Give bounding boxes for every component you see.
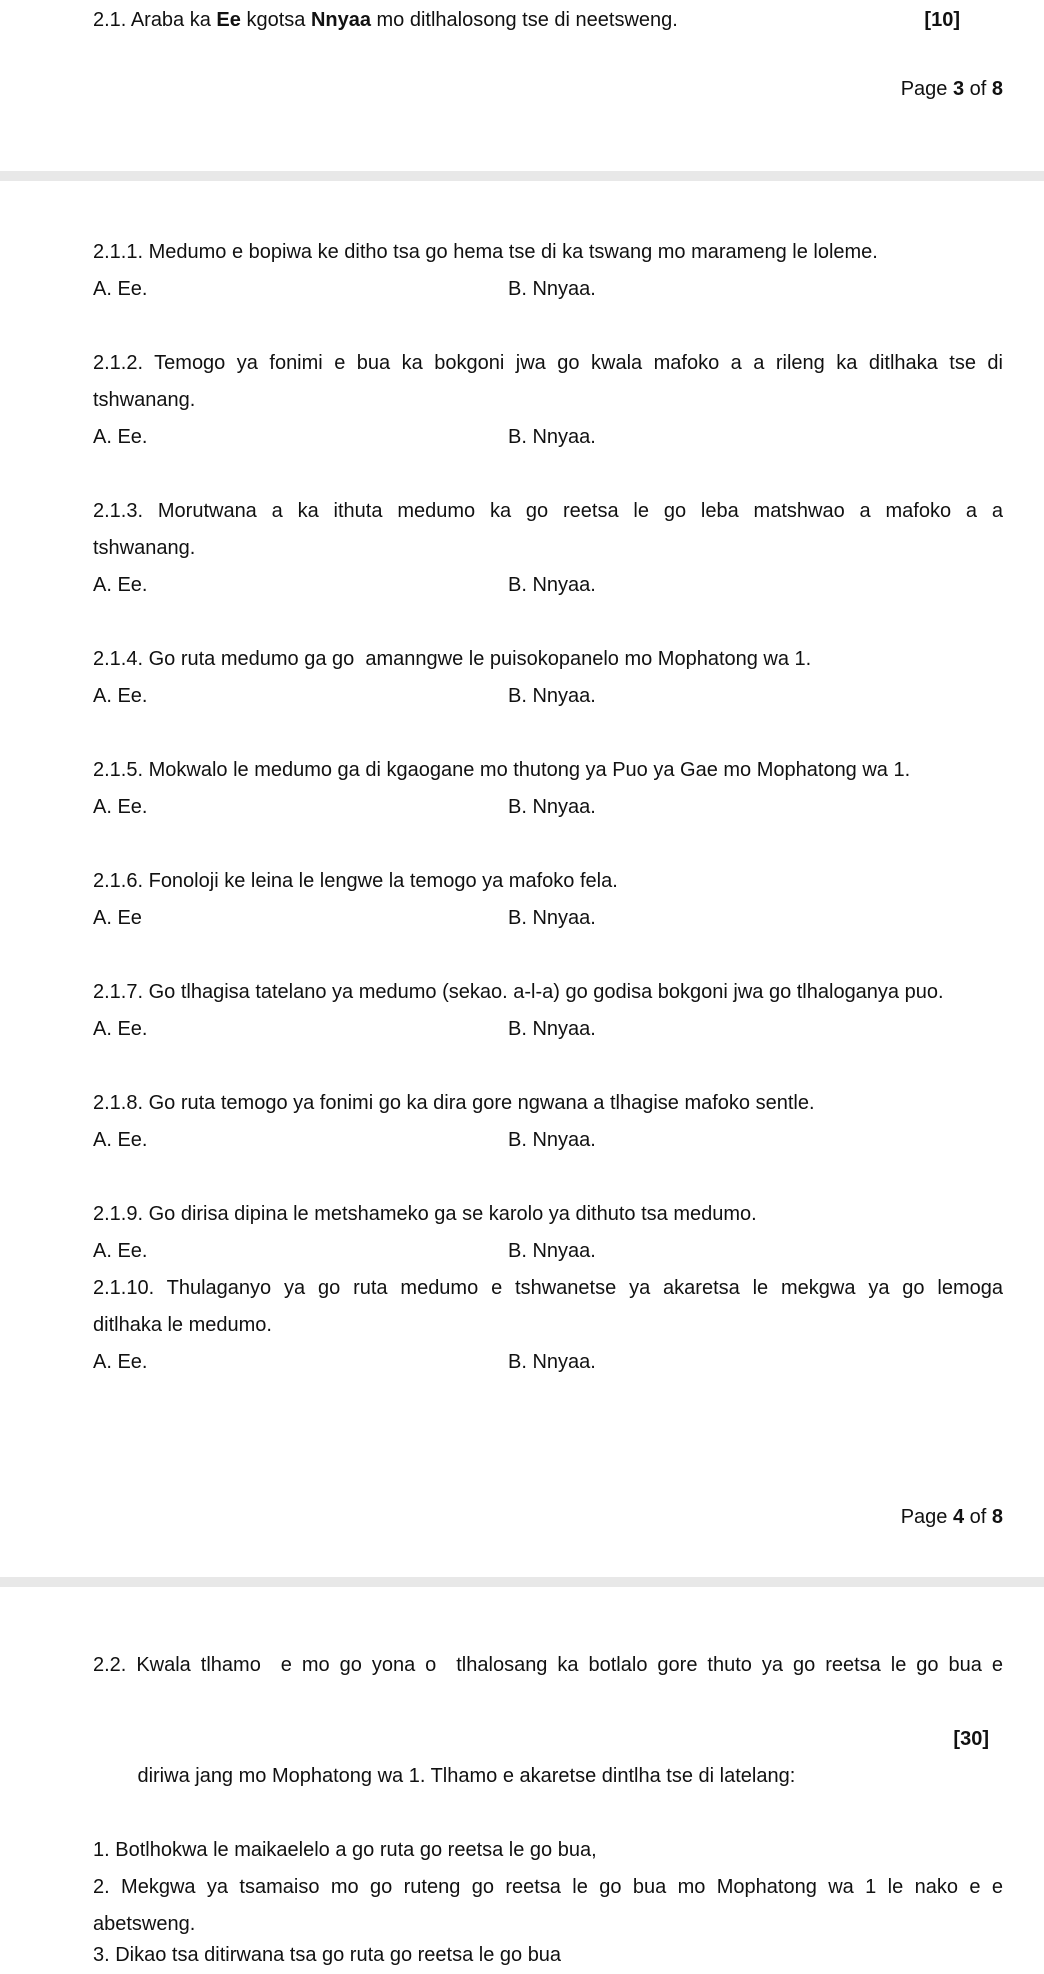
page-separator: [0, 171, 1044, 181]
answer-options-row: [93, 789, 1003, 826]
bold-text-segment: 8: [991, 1506, 1003, 1528]
option-a-label: A. Ee: [93, 907, 142, 929]
option-a-label: A. Ee.: [93, 1018, 148, 1040]
option-a-label: A. Ee.: [93, 796, 148, 818]
answer-options-row: [93, 900, 1003, 937]
question-text-line: 2.1.10. Thulaganyo ya go ruta medumo e tshwanetse ya akaretsa le mekgwa ya go lemoga: [93, 1277, 1003, 1299]
option-b-label: B. Nnyaa.: [508, 1018, 596, 1040]
essay-intro-line-2-text: diriwa jang mo Mophatong wa 1. Tlhamo e akaretse dintlha tse di latelang:: [137, 1765, 796, 1787]
bold-text-segment: Nnyaa: [310, 9, 371, 31]
page-3-footer-label: [93, 71, 1003, 108]
answer-options-row: [93, 1344, 1003, 1381]
essay-question-2-2: [93, 1647, 1003, 1974]
text-segment: mo ditlhalosong tse di neetsweng.: [370, 9, 678, 31]
essay-intro-line-1: 2.2. Kwala tlhamo e mo go yona o tlhalosang ka botlalo gore thuto ya go reetsa le go bua e: [93, 1654, 1003, 1676]
question-text-line: 2.1.9. Go dirisa dipina le metshameko ga se karolo ya dithuto tsa medumo.: [93, 1203, 757, 1225]
question-block: [93, 1085, 1003, 1159]
option-a-label: A. Ee.: [93, 1351, 148, 1373]
option-b-label: B. Nnyaa.: [508, 796, 596, 818]
page-3-bottom: [0, 0, 1044, 171]
question-text-line: 2.1.2. Temogo ya fonimi e bua ka bokgoni jwa go kwala mafoko a a rileng ka ditlhaka tse di: [93, 352, 1003, 374]
option-b-label: B. Nnyaa.: [508, 907, 596, 929]
bold-text-segment: 8: [991, 78, 1003, 100]
question-block: [93, 234, 1003, 308]
option-b-label: B. Nnyaa.: [508, 1351, 596, 1373]
essay-item-line: 3. Dikao tsa ditirwana tsa go ruta go reetsa le go bua: [93, 1944, 562, 1966]
text-segment: of: [964, 1506, 992, 1528]
bold-text-segment: 3: [952, 78, 965, 100]
page-4-footer-label: [93, 1499, 1003, 1536]
option-a-label: A. Ee.: [93, 426, 148, 448]
question-text-line: 2.1.6. Fonoloji ke leina le lengwe la temogo ya mafoko fela.: [93, 870, 618, 892]
answer-options-row: [93, 271, 1003, 308]
question-2-1-heading-text: [93, 9, 678, 31]
essay-item: [93, 1869, 1003, 1943]
bold-text-segment: Ee: [216, 9, 241, 31]
question-text-line: tshwanang.: [93, 389, 196, 411]
option-b-label: B. Nnyaa.: [508, 1129, 596, 1151]
essay-item-line: 2. Mekgwa ya tsamaiso mo go ruteng go reetsa le go bua mo Mophatong wa 1 le nako e e: [93, 1876, 1003, 1898]
answer-options-row: [93, 1233, 1003, 1270]
answer-options-row: [93, 1011, 1003, 1048]
marks-10-label: [10]: [924, 9, 960, 31]
text-segment: of: [964, 78, 992, 100]
page-4: [0, 181, 1044, 1536]
answer-options-row: [93, 419, 1003, 456]
question-text-line: 2.1.1. Medumo e bopiwa ke ditho tsa go hema tse di ka tswang mo marameng le loleme.: [93, 241, 878, 263]
text-segment: kgotsa: [240, 9, 311, 31]
essay-item-line: abetsweng.: [93, 1913, 196, 1935]
answer-options-row: [93, 678, 1003, 715]
question-text-line: 2.1.8. Go ruta temogo ya fonimi go ka dira gore ngwana a tlhagise mafoko sentle.: [93, 1092, 815, 1114]
option-b-label: B. Nnyaa.: [508, 426, 596, 448]
question-2-1-heading-row: [93, 2, 1003, 39]
option-b-label: B. Nnyaa.: [508, 278, 596, 300]
question-text-line: 2.1.7. Go tlhagisa tatelano ya medumo (sekao. a-l-a) go godisa bokgoni jwa go tlhaloganya puo.: [93, 981, 944, 1003]
option-b-label: B. Nnyaa.: [508, 574, 596, 596]
question-text-line: 2.1.4. Go ruta medumo ga go amanngwe le puisokopanelo mo Mophatong wa 1.: [93, 648, 812, 670]
answer-options-row: [93, 567, 1003, 604]
question-block: [93, 752, 1003, 826]
essay-item: [93, 1832, 1003, 1869]
essay-item-line: 1. Botlhokwa le maikaelelo a go ruta go reetsa le go bua,: [93, 1839, 597, 1861]
answer-options-row: [93, 1122, 1003, 1159]
option-a-label: A. Ee.: [93, 574, 148, 596]
question-text-line: tshwanang.: [93, 537, 196, 559]
text-segment: Page: [900, 78, 953, 100]
true-false-questions-list: [93, 234, 1003, 1381]
option-a-label: A. Ee.: [93, 1240, 148, 1262]
question-block: [93, 1196, 1003, 1270]
question-block: [93, 641, 1003, 715]
text-segment: 2.1. Araba ka: [93, 9, 217, 31]
option-b-label: B. Nnyaa.: [508, 685, 596, 707]
page-5-top: [0, 1587, 1044, 1974]
option-a-label: A. Ee.: [93, 278, 148, 300]
question-block: [93, 974, 1003, 1048]
essay-items-list: [93, 1832, 1003, 1974]
question-text-line: 2.1.3. Morutwana a ka ithuta medumo ka go reetsa le go leba matshwao a mafoko a a: [93, 500, 1003, 522]
question-text-line: 2.1.5. Mokwalo le medumo ga di kgaogane mo thutong ya Puo ya Gae mo Mophatong wa 1.: [93, 759, 911, 781]
question-block: [93, 863, 1003, 937]
bold-text-segment: 4: [952, 1506, 965, 1528]
option-a-label: A. Ee.: [93, 1129, 148, 1151]
question-block: [93, 493, 1003, 604]
essay-item: [93, 1937, 1003, 1974]
page-separator: [0, 1577, 1044, 1587]
question-block: [93, 1270, 1003, 1381]
text-segment: Page: [900, 1506, 953, 1528]
question-text-line: ditlhaka le medumo.: [93, 1314, 272, 1336]
option-a-label: A. Ee.: [93, 685, 148, 707]
essay-intro-line-2: [93, 1684, 1003, 1832]
question-block: [93, 345, 1003, 456]
marks-30-label: [30]: [953, 1728, 989, 1750]
option-b-label: B. Nnyaa.: [508, 1240, 596, 1262]
